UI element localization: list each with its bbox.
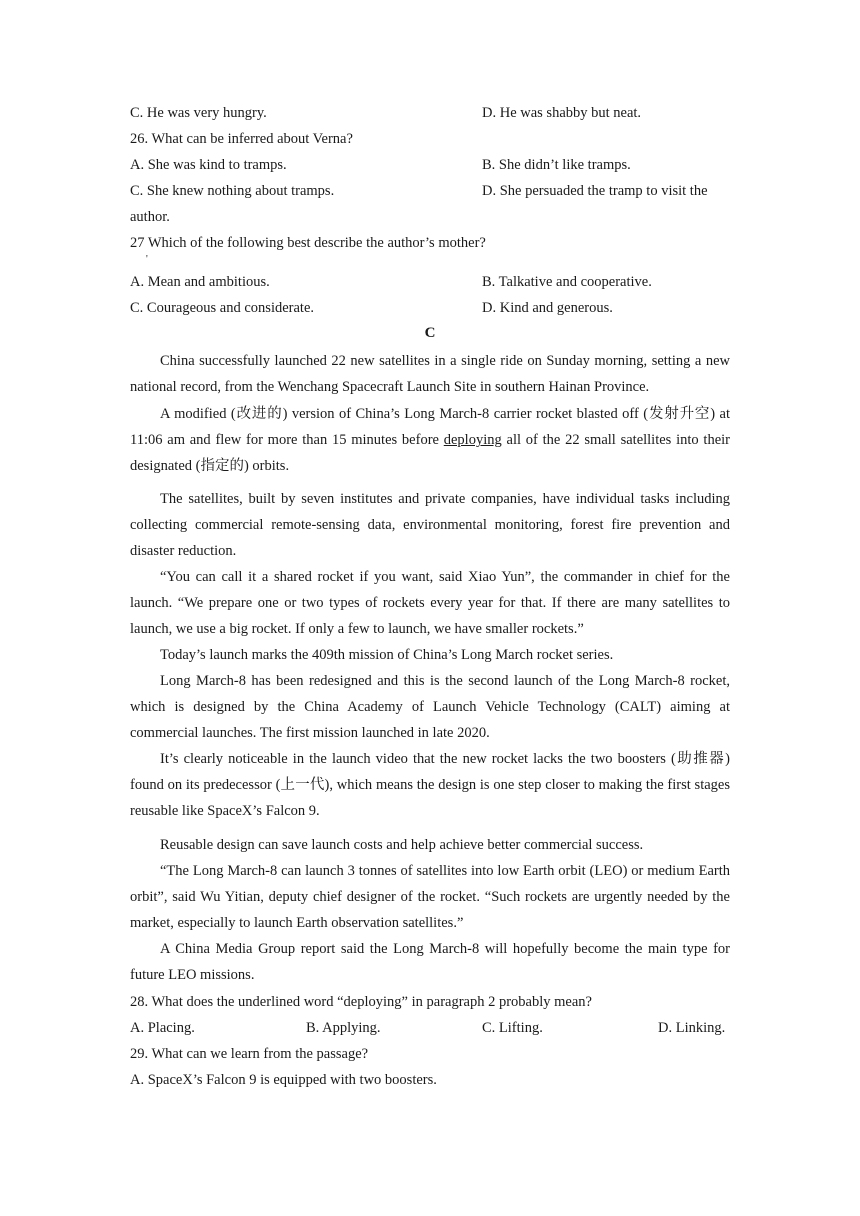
passage-paragraph-5: Today’s launch marks the 409th mission of China’s Long March rocket series. <box>160 647 614 663</box>
passage-paragraph-2 <box>130 401 730 480</box>
q28-option-c: C. Lifting. <box>482 1020 543 1036</box>
q26-option-a: A. She was kind to tramps. <box>130 157 287 173</box>
q27-stray-mark: ' <box>146 254 148 265</box>
paragraph-2-text-before: A modified (改进的) version of China’s Long March-8 carrier rocket blasted off (发射升空) at 11:06 am and flew for more than 15 minutes before <box>130 406 730 449</box>
underlined-word-deploying: deploying <box>443 432 502 449</box>
passage-paragraph-1: China successfully launched 22 new satellites in a single ride on Sunday morning, setting a new national record, from the Wenchang Spacecraft Launch Site in southern Hainan Province. <box>130 353 730 396</box>
q27-question: 27 Which of the following best describe the author’s mother? <box>130 235 486 251</box>
passage-paragraph-10: A China Media Group report said the Long March-8 will hopefully become the main type for future LEO missions. <box>130 941 730 984</box>
q28-option-a: A. Placing. <box>130 1020 195 1036</box>
q28-question: 28. What does the underlined word “deploying” in paragraph 2 probably mean? <box>130 994 592 1010</box>
passage-paragraph-7: It’s clearly noticeable in the launch video that the new rocket lacks the two boosters (助推器) found on its predecessor (上一代), which means the design is one step closer to making the first stages reusable like SpaceX’s Falcon 9. <box>130 751 730 820</box>
q27-option-d: D. Kind and generous. <box>482 300 613 316</box>
q26-option-b: B. She didn’t like tramps. <box>482 157 631 173</box>
passage-paragraph-4: “You can call it a shared rocket if you want, said Xiao Yun”, the commander in chief for the launch. “We prepare one or two types of rockets every year for that. If there are many satellites to launch, we use a big rocket. If only a few to launch, we have smaller rockets.” <box>130 569 730 638</box>
passage-paragraph-6: Long March-8 has been redesigned and this is the second launch of the Long March-8 rocket, which is designed by the China Academy of Launch Vehicle Technology (CALT) aiming at commercial launches. The first mission launched in late 2020. <box>130 673 730 742</box>
q27-option-b: B. Talkative and cooperative. <box>482 274 652 290</box>
passage-paragraph-9: “The Long March-8 can launch 3 tonnes of satellites into low Earth orbit (LEO) or medium Earth orbit”, said Wu Yitian, deputy chief designer of the rocket. “Such rockets are urgently needed by the market, especially to launch Earth observation satellites.” <box>130 863 730 932</box>
q26-option-d: D. She persuaded the tramp to visit the <box>482 183 708 199</box>
q28-option-b: B. Applying. <box>306 1020 381 1036</box>
passage-paragraph-3: The satellites, built by seven institutes and private companies, have individual tasks including collecting commercial remote-sensing data, environmental monitoring, forest fire prevention and disaster reduction. <box>130 491 730 560</box>
paragraph-2-text-after: all of the 22 small satellites into their designated (指定的) orbits. <box>130 432 730 475</box>
q25-option-c: C. He was very hungry. <box>130 105 267 121</box>
q25-option-d: D. He was shabby but neat. <box>482 105 642 121</box>
q27-option-a: A. Mean and ambitious. <box>130 274 270 290</box>
q29-question: 29. What can we learn from the passage? <box>130 1046 369 1062</box>
q26-option-d-continued: author. <box>130 209 170 225</box>
q28-option-d: D. Linking. <box>658 1020 726 1036</box>
q26-question: 26. What can be inferred about Verna? <box>130 131 353 147</box>
passage-paragraph-8: Reusable design can save launch costs and help achieve better commercial success. <box>160 837 644 853</box>
section-heading: C <box>424 325 436 341</box>
q29-option-a: A. SpaceX’s Falcon 9 is equipped with two boosters. <box>130 1072 437 1088</box>
q27-option-c: C. Courageous and considerate. <box>130 300 315 316</box>
q26-option-c: C. She knew nothing about tramps. <box>130 183 335 199</box>
